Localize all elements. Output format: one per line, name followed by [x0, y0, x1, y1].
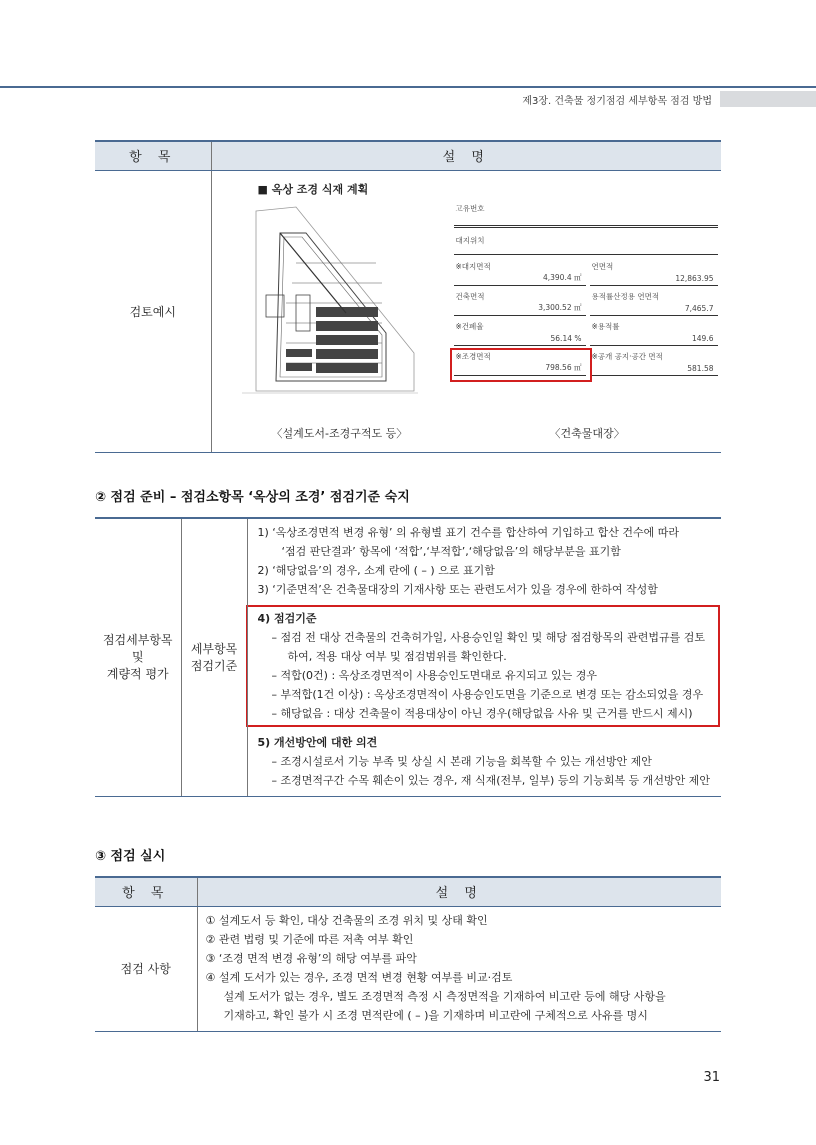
ledger-far-label: ※용적률	[591, 321, 620, 331]
example-table-header-desc: 설 명	[211, 141, 721, 170]
criteria-col2-line2: 점검기준	[190, 658, 238, 673]
ledger-public-value: 581.58	[687, 363, 714, 373]
criteria-col1	[95, 518, 181, 797]
chapter-header	[522, 91, 816, 107]
criteria-content	[247, 518, 721, 797]
example-table	[95, 140, 721, 453]
ledger-building-area-value: 3,300.52 ㎡	[538, 302, 582, 312]
landscape-area-highlight	[450, 348, 592, 382]
execution-line6: 기재하고, 확인 불가 시 조경 면적란에 ( – )을 기재하며 비고란에 구체적으로 사유를 명시	[223, 1008, 648, 1022]
building-register-excerpt	[454, 201, 718, 397]
ledger-location-label: 대지위치	[455, 235, 485, 245]
criteria-item4-detail1b: 하여, 적용 대상 여부 및 점검범위를 확인한다.	[287, 650, 507, 663]
page-number: 31	[703, 1070, 720, 1085]
criteria-col1-line3: 계량적 평가	[106, 667, 169, 681]
ledger-public-label: ※공개 공지·공간 면적	[591, 351, 663, 361]
criteria-item4-detail3: – 부적합(1건 이상) : 옥상조경면적이 사용승인도면을 기준으로 변경 또는 감소되었을 경우	[271, 688, 704, 701]
ledger-landscape-label: ※조경면적	[455, 351, 491, 361]
criteria-col1-line2: 및	[131, 650, 144, 664]
ledger-far-value: 149.6	[692, 333, 714, 343]
landscape-plan-drawing	[236, 203, 424, 413]
execution-line1: ① 설계도서 등 확인, 대상 건축물의 조경 위치 및 상태 확인	[205, 913, 488, 927]
execution-content	[197, 906, 721, 1031]
ledger-total-area-label: 연면적	[591, 261, 614, 271]
ledger-id-label: 고유번호	[455, 203, 485, 213]
criteria-col2	[181, 518, 247, 797]
example-cell	[211, 170, 721, 452]
execution-table-header-item: 항 목	[95, 877, 197, 906]
caption-design-drawing: 〈설계도서-조경구적도 등〉	[271, 426, 408, 440]
ledger-site-area-value: 4,390.4 ㎡	[542, 272, 582, 282]
chapter-title: 제3장. 건축물 정기점검 세부항목 점검 방법	[522, 95, 712, 107]
ledger-far-area-label: 용적률산정용 연면적	[591, 291, 660, 301]
plan-title: ■ 옥상 조경 식재 계획	[257, 182, 369, 196]
criteria-item2: 2) ‘해당없음’의 경우, 소계 란에 ( – ) 으로 표기함	[257, 564, 495, 577]
criteria-item4-detail1a: – 점검 전 대상 건축물의 건축허가일, 사용승인일 확인 및 해당 점검항목의 관련법규를 검토	[271, 631, 705, 644]
execution-line2: ② 관련 법령 및 기준에 따른 저촉 여부 확인	[205, 932, 414, 946]
caption-building-register: 〈건축물대장〉	[549, 426, 625, 440]
section-heading-execution: ③ 점검 실시	[95, 849, 166, 864]
criteria-item4-title: 4) 점검기준	[257, 612, 317, 625]
execution-line4: ④ 설계 도서가 있는 경우, 조경 면적 변경 현황 여부를 비교·검토	[205, 970, 513, 984]
top-rule	[0, 86, 816, 88]
ledger-far-area-value: 7,465.7	[684, 303, 714, 313]
criteria-table	[95, 517, 721, 797]
criteria-item5-detail1: – 조경시설로서 기능 부족 및 상실 시 본래 기능을 회복할 수 있는 개선방안 제안	[271, 755, 652, 768]
criteria-item5-detail2: – 조경면적구간 수목 훼손이 있는 경우, 재 식재(전부, 일부) 등의 기능회복 등 개선방안 제안	[271, 774, 710, 787]
criteria-item3: 3) ‘기준면적’은 건축물대장의 기재사항 또는 관련도서가 있을 경우에 한하여 작성함	[257, 583, 658, 596]
ledger-landscape-value: 798.56 ㎡	[545, 362, 582, 372]
criteria-item1-line1: 1) ‘옥상조경면적 변경 유형’ 의 유형별 표기 건수를 합산하여 기입하고 합산 건수에 따라	[257, 526, 680, 539]
ledger-bcr-label: ※건폐율	[455, 321, 484, 331]
criteria-col1-line1: 점검세부항목	[102, 633, 173, 647]
execution-line3: ③ ‘조경 면적 변경 유형’의 해당 여부를 파악	[205, 951, 417, 965]
criteria-col2-line1: 세부항목	[190, 641, 238, 656]
criteria-item1-line2: ‘점검 판단결과’ 항목에 ‘적합’,‘부적합’,‘해당없음’의 해당부분을 표기함	[281, 545, 621, 558]
criteria-item4-detail4: – 해당없음 : 대상 건축물이 적용대상이 아닌 경우(해당없음 사유 및 근거를 반드시 제시)	[271, 707, 693, 720]
criteria-highlight-box	[246, 605, 720, 727]
example-table-header-item: 항 목	[95, 141, 211, 170]
criteria-item5-title: 5) 개선방안에 대한 의견	[257, 736, 378, 749]
execution-line5: 설계 도서가 없는 경우, 별도 조경면적 측정 시 측정면적을 기재하여 비고란 등에 해당 사항을	[223, 989, 666, 1003]
ledger-site-area-label: ※대지면적	[455, 261, 491, 271]
ledger-bcr-value: 56.14 %	[550, 333, 582, 343]
criteria-item4-detail2: – 적합(0건) : 옥상조경면적이 사용승인도면대로 유지되고 있는 경우	[271, 669, 598, 682]
ledger-building-area-label: 건축면적	[455, 291, 485, 301]
ledger-total-area-value: 12,863.95	[675, 273, 714, 283]
chapter-tab	[720, 91, 816, 107]
execution-table	[95, 876, 721, 1032]
execution-row-label: 점검 사항	[95, 906, 197, 1031]
section-heading-preparation: ② 점검 준비 – 점검소항목 ‘옥상의 조경’ 점검기준 숙지	[95, 490, 410, 505]
example-row-label: 검토예시	[95, 170, 211, 452]
execution-table-header-desc: 설 명	[197, 877, 721, 906]
